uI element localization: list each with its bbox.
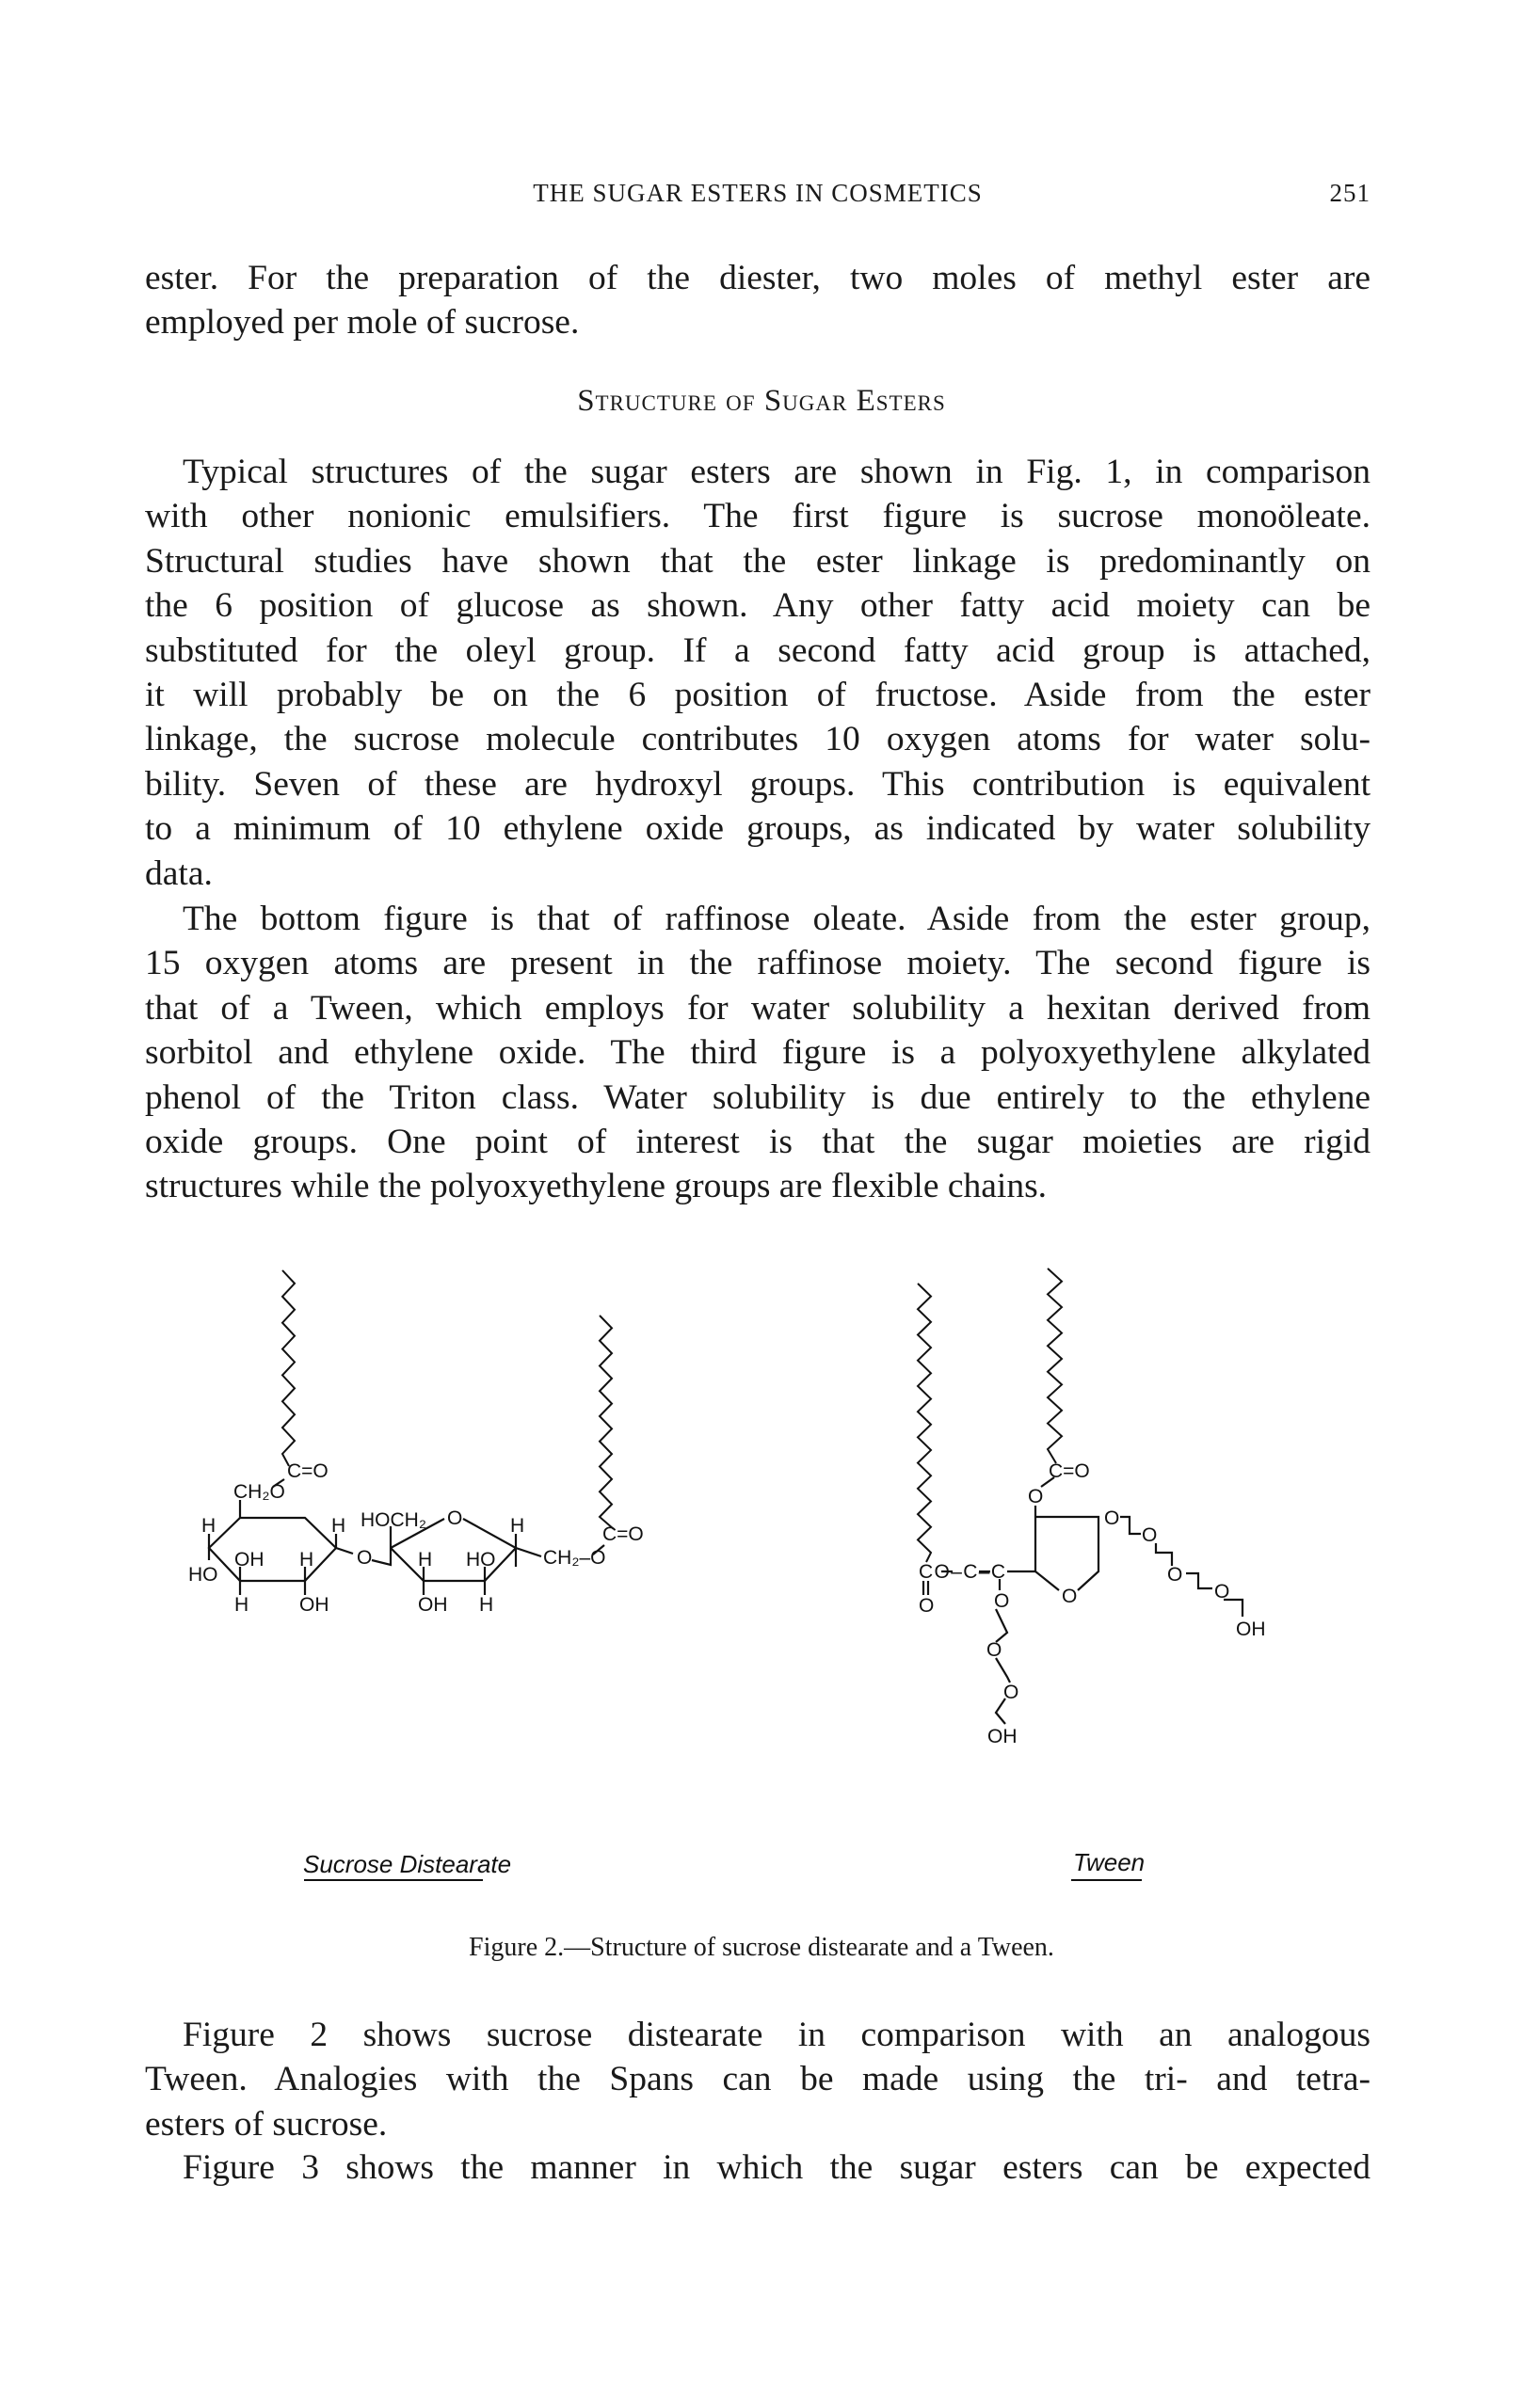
- text-line: data.: [145, 853, 213, 893]
- atom-label: O: [1062, 1586, 1078, 1607]
- alkyl-chain: [918, 1284, 931, 1562]
- text-line: The bottom figure is that of raffinose oleate. Aside from the ester group,: [183, 900, 1371, 938]
- text-line: ester. For the preparation of the diester, two moles of methyl ester are: [145, 259, 1371, 297]
- atom-label: O: [919, 1595, 935, 1617]
- text-line: that of a Tween, which employs for water solubility a hexitan derived from: [145, 988, 1371, 1028]
- text-line: linkage, the sucrose molecule contributes 10 oxygen atoms for water solu-: [145, 720, 1371, 759]
- atom-label: C=O: [602, 1523, 644, 1545]
- text-line: employed per mole of sucrose.: [145, 303, 580, 343]
- tween-labels: [919, 1460, 1266, 1880]
- page-number: 251: [1329, 179, 1371, 207]
- atom-label: H: [479, 1594, 494, 1616]
- text-line: Structural studies have shown that the ester linkage is predominantly on: [145, 541, 1371, 581]
- atom-label: H: [331, 1515, 346, 1537]
- figure-caption: Figure 2.—Structure of sucrose distearate and a Tween.: [469, 1933, 1054, 1962]
- text-line: bility. Seven of these are hydroxyl groups. This contribution is equivalent: [145, 764, 1371, 804]
- atom-label: O: [1214, 1581, 1230, 1603]
- alkyl-chain: [600, 1316, 614, 1529]
- atom-label: HO: [188, 1564, 218, 1586]
- atom-label: OH: [418, 1594, 448, 1616]
- atom-label: H: [201, 1515, 216, 1537]
- atom-label: HO: [466, 1549, 496, 1571]
- text-line: esters of sucrose.: [145, 2104, 388, 2144]
- atom-label: C=O: [287, 1460, 329, 1482]
- sucrose-caption: Sucrose Distearate: [303, 1850, 512, 1878]
- text-line: Typical structures of the sugar esters are shown in Fig. 1, in comparison: [183, 453, 1371, 491]
- atom-label: OH: [234, 1549, 265, 1571]
- atom-label: O: [357, 1547, 373, 1569]
- text-line: structures while the polyoxyethylene groups are flexible chains.: [145, 1167, 1048, 1206]
- atom-label: O: [1167, 1564, 1183, 1586]
- atom-label: O: [1104, 1507, 1120, 1529]
- running-head-title: THE SUGAR ESTERS IN COSMETICS: [533, 179, 983, 207]
- text-line: oxide groups. One point of interest is that the sugar moieties are rigid: [145, 1123, 1371, 1161]
- atom-label: O: [1142, 1524, 1158, 1546]
- text-line: to a minimum of 10 ethylene oxide groups, as indicated by water solubility: [145, 809, 1371, 849]
- text-line: with other nonionic emulsifiers. The first figure is sucrose monoöleate.: [145, 497, 1371, 536]
- text-line: it will probably be on the 6 position of fructose. Aside from the ester: [145, 676, 1371, 714]
- atom-label: CH₂–O: [543, 1547, 606, 1569]
- text-line: Tween. Analogies with the Spans can be made using the tri- and tetra-: [145, 2060, 1371, 2099]
- text-line: substituted for the oleyl group. If a second fatty acid group is attached,: [145, 630, 1371, 670]
- text-line: phenol of the Triton class. Water solubility is due entirely to the ethylene: [145, 1077, 1371, 1117]
- text-line: Figure 3 shows the manner in which the sugar esters can be expected: [183, 2148, 1371, 2187]
- atom-label: CH₂O: [233, 1481, 285, 1503]
- alkyl-chain: [1048, 1268, 1062, 1463]
- atom-label: H: [418, 1549, 433, 1571]
- section-heading: Structure of Sugar Esters: [577, 384, 946, 418]
- alkyl-chain: [282, 1270, 295, 1466]
- atom-label: OH: [1236, 1619, 1266, 1640]
- atom-label: O: [447, 1507, 463, 1529]
- atom-label: H: [510, 1515, 525, 1537]
- text-line: 15 oxygen atoms are present in the raffinose moiety. The second figure is: [145, 944, 1371, 983]
- atom-label: O: [1028, 1486, 1044, 1507]
- tween-caption: Tween: [1073, 1848, 1146, 1876]
- text-line: the 6 position of glucose as shown. Any other fatty acid moiety can be: [145, 586, 1371, 626]
- atom-label: OH: [987, 1726, 1018, 1747]
- atom-label: O: [986, 1639, 1002, 1661]
- text-line: Figure 2 shows sucrose distearate in comparison with an analogous: [183, 2016, 1371, 2054]
- atom-label: HOCH₂: [361, 1509, 426, 1531]
- atom-label: O: [994, 1590, 1010, 1612]
- sucrose-labels: [188, 1460, 644, 1880]
- atom-label: OH: [299, 1594, 329, 1616]
- atom-label: C=O: [1049, 1460, 1090, 1482]
- atom-label: O: [1003, 1682, 1019, 1703]
- atom-label: CO–C–C: [919, 1561, 1005, 1583]
- atom-label: H: [234, 1594, 249, 1616]
- text-line: sorbitol and ethylene oxide. The third figure is a polyoxyethylene alkylated: [145, 1033, 1371, 1073]
- atom-label: H: [299, 1549, 314, 1571]
